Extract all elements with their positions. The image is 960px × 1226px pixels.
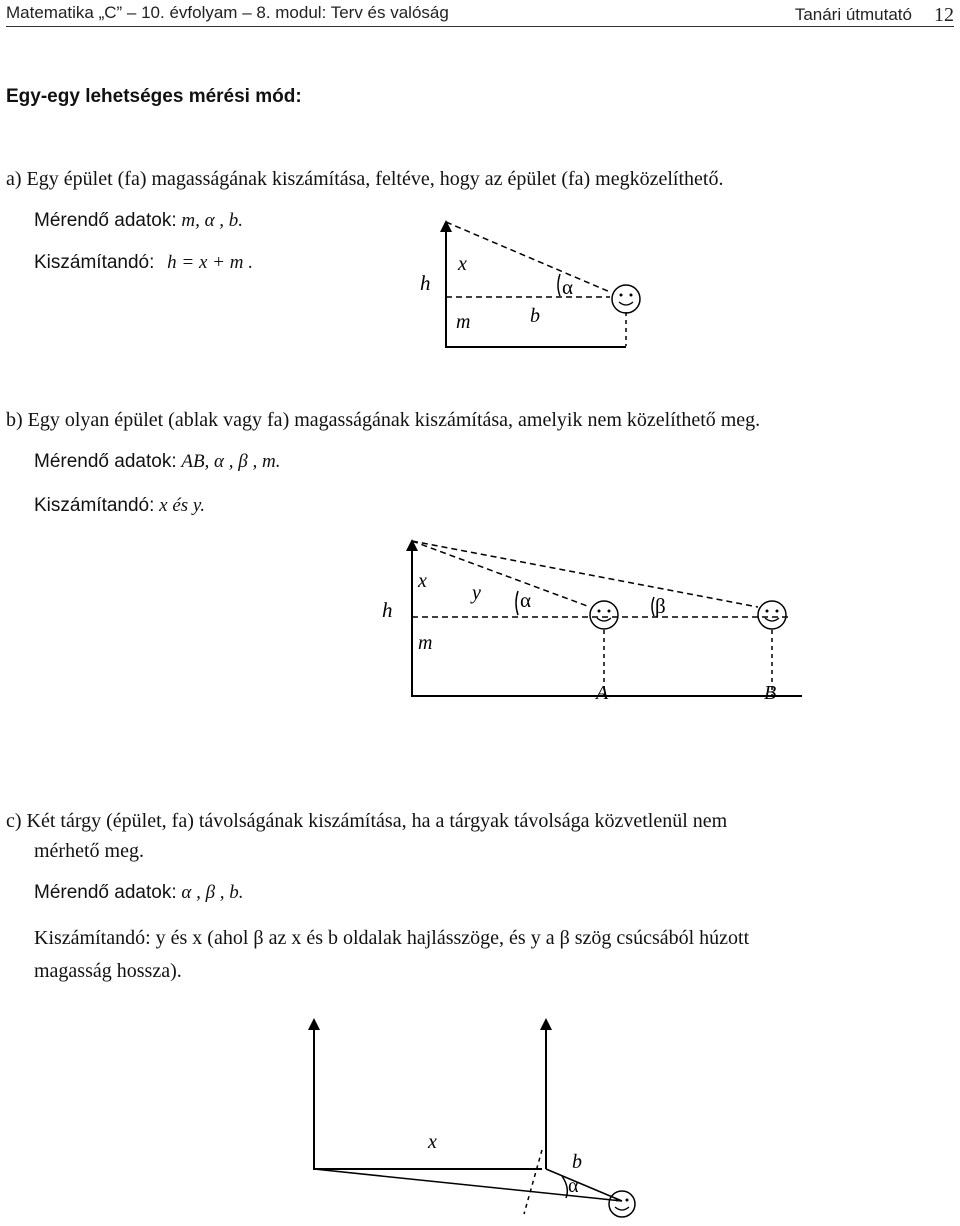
- label-h: h: [420, 271, 431, 295]
- label-alpha: α: [562, 275, 574, 299]
- header-guide-label: Tanári útmutató: [794, 5, 912, 24]
- label-alpha: α: [568, 1175, 579, 1197]
- measured-values: α , β , b.: [181, 882, 244, 903]
- part-c-title-line2: mérhető meg.: [34, 840, 144, 862]
- label-m: m: [456, 311, 471, 333]
- smiley-face-icon: [612, 285, 640, 313]
- label-b: b: [530, 305, 540, 327]
- measured-label: Mérendő adatok:: [34, 210, 177, 231]
- measured-values: m, α , b.: [181, 210, 244, 231]
- compute-values: x és y.: [159, 495, 206, 516]
- header-right: [795, 3, 954, 26]
- figure-c: [300, 1012, 650, 1226]
- part-b-compute: [34, 495, 205, 517]
- header-title: Matematika „C” – 10. évfolyam – 8. modul: Terv és valóság: [6, 3, 449, 22]
- section-title: Egy-egy lehetséges mérési mód:: [6, 86, 302, 107]
- label-m: m: [418, 632, 433, 654]
- label-x: x: [458, 253, 467, 275]
- label-h: h: [382, 598, 393, 622]
- part-a-compute: [34, 252, 253, 274]
- label-y: y: [472, 582, 481, 604]
- label-x: x: [428, 1131, 437, 1153]
- measured-values: AB, α , β , m.: [181, 451, 281, 472]
- part-c-title-line1: c) Két tárgy (épület, fa) távolságának kiszámítása, ha a tárgyak távolsága közvetlenül nem: [6, 810, 728, 832]
- label-alpha: α: [520, 588, 532, 612]
- label-A: A: [596, 682, 609, 704]
- label-x: x: [418, 570, 427, 592]
- part-c-compute-line2: magasság hossza).: [34, 960, 182, 982]
- label-beta: β: [655, 594, 666, 618]
- part-c-measured: [34, 882, 244, 904]
- measured-label: Mérendő adatok:: [34, 882, 177, 903]
- part-a-measured: [34, 210, 243, 232]
- compute-formula: h = x + m .: [167, 252, 253, 273]
- measured-label: Mérendő adatok:: [34, 451, 177, 472]
- figure-a: [410, 210, 650, 350]
- compute-label: Kiszámítandó:: [34, 252, 155, 273]
- page-number: 12: [934, 4, 954, 26]
- part-c-compute-line1: Kiszámítandó: y és x (ahol β az x és b oldalak hajlásszöge, és y a β szög csúcsából húzott: [34, 927, 750, 949]
- smiley-face-icon: [590, 601, 618, 629]
- page-header: [6, 0, 954, 27]
- label-b: b: [572, 1151, 582, 1173]
- part-a-title: a) Egy épület (fa) magasságának kiszámítása, feltéve, hogy az épület (fa) megközelíthető.: [6, 168, 724, 190]
- part-b-title: b) Egy olyan épület (ablak vagy fa) magasságának kiszámítása, amelyik nem közelíthető meg.: [6, 409, 761, 431]
- label-B: B: [764, 682, 777, 704]
- smiley-face-icon: [609, 1191, 635, 1217]
- compute-label: Kiszámítandó:: [34, 495, 155, 516]
- part-b-measured: [34, 451, 280, 473]
- figure-b: [380, 535, 805, 705]
- smiley-face-icon: [758, 601, 786, 629]
